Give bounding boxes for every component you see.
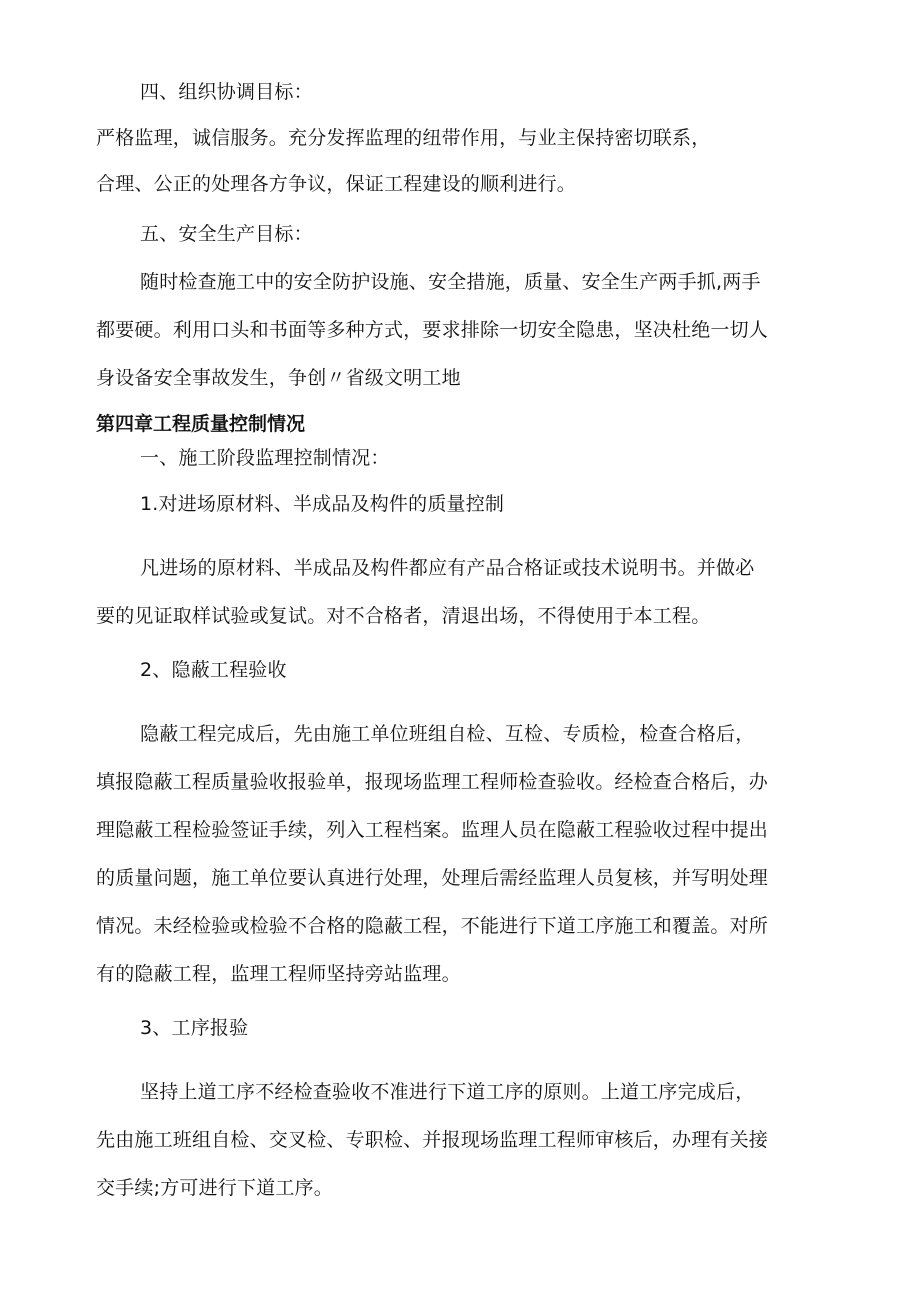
paragraph-line: 合理、公正的处理各方争议，保证工程建设的顺利进行。	[96, 173, 577, 195]
paragraph-line: 凡进场的原材料、半成品及构件都应有产品合格证或技术说明书。并做必	[140, 557, 755, 579]
paragraph-line: 填报隐蔽工程质量验收报验单，报现场监理工程师检查验收。经检查合格后，办	[96, 771, 769, 793]
paragraph-line: 隐蔽工程完成后，先由施工单位班组自检、互检、专质检，检查合格后，	[140, 723, 755, 745]
paragraph-line: 随时检查施工中的安全防护设施、安全措施，质量、安全生产两手抓,两手	[140, 271, 761, 293]
item-heading-concealed-works: 2、隐蔽工程验收	[140, 659, 287, 681]
paragraph-line: 要的见证取样试验或复试。对不合格者，清退出场，不得使用于本工程。	[96, 605, 711, 627]
paragraph-line: 严格监理，诚信服务。充分发挥监理的纽带作用，与业主保持密切联系，	[96, 127, 711, 149]
paragraph-line: 交手续;方可进行下道工序。	[96, 1177, 334, 1199]
paragraph-line: 先由施工班组自检、交叉检、专职检、并报现场监理工程师审核后，办理有关接	[96, 1129, 769, 1151]
item-heading-process-inspection: 3、工序报验	[140, 1017, 249, 1039]
subsection-heading: 一、施工阶段监理控制情况：	[140, 447, 390, 469]
paragraph-line: 都要硬。利用口头和书面等多种方式，要求排除一切安全隐患，坚决杜绝一切人	[96, 319, 769, 341]
chapter-title: 第四章工程质量控制情况	[96, 413, 306, 435]
paragraph-line: 的质量问题，施工单位要认真进行处理，处理后需经监理人员复核，并写明处理	[96, 867, 769, 889]
paragraph-line: 坚持上道工序不经检查验收不准进行下道工序的原则。上道工序完成后，	[140, 1081, 755, 1103]
paragraph-line: 身设备安全事故发生，争创〃省级文明工地	[96, 367, 461, 389]
paragraph-line: 情况。未经检验或检验不合格的隐蔽工程，不能进行下道工序施工和覆盖。对所	[96, 915, 769, 937]
item-heading-materials: 1.对进场原材料、半成品及构件的质量控制	[140, 493, 505, 515]
paragraph-line: 有的隐蔽工程，监理工程师坚持旁站监理。	[96, 963, 461, 985]
section-heading-org-goal: 四、组织协调目标：	[140, 81, 313, 103]
section-heading-safety-goal: 五、安全生产目标：	[140, 223, 313, 245]
paragraph-line: 理隐蔽工程检验签证手续，列入工程档案。监理人员在隐蔽工程验收过程中提出	[96, 819, 769, 841]
